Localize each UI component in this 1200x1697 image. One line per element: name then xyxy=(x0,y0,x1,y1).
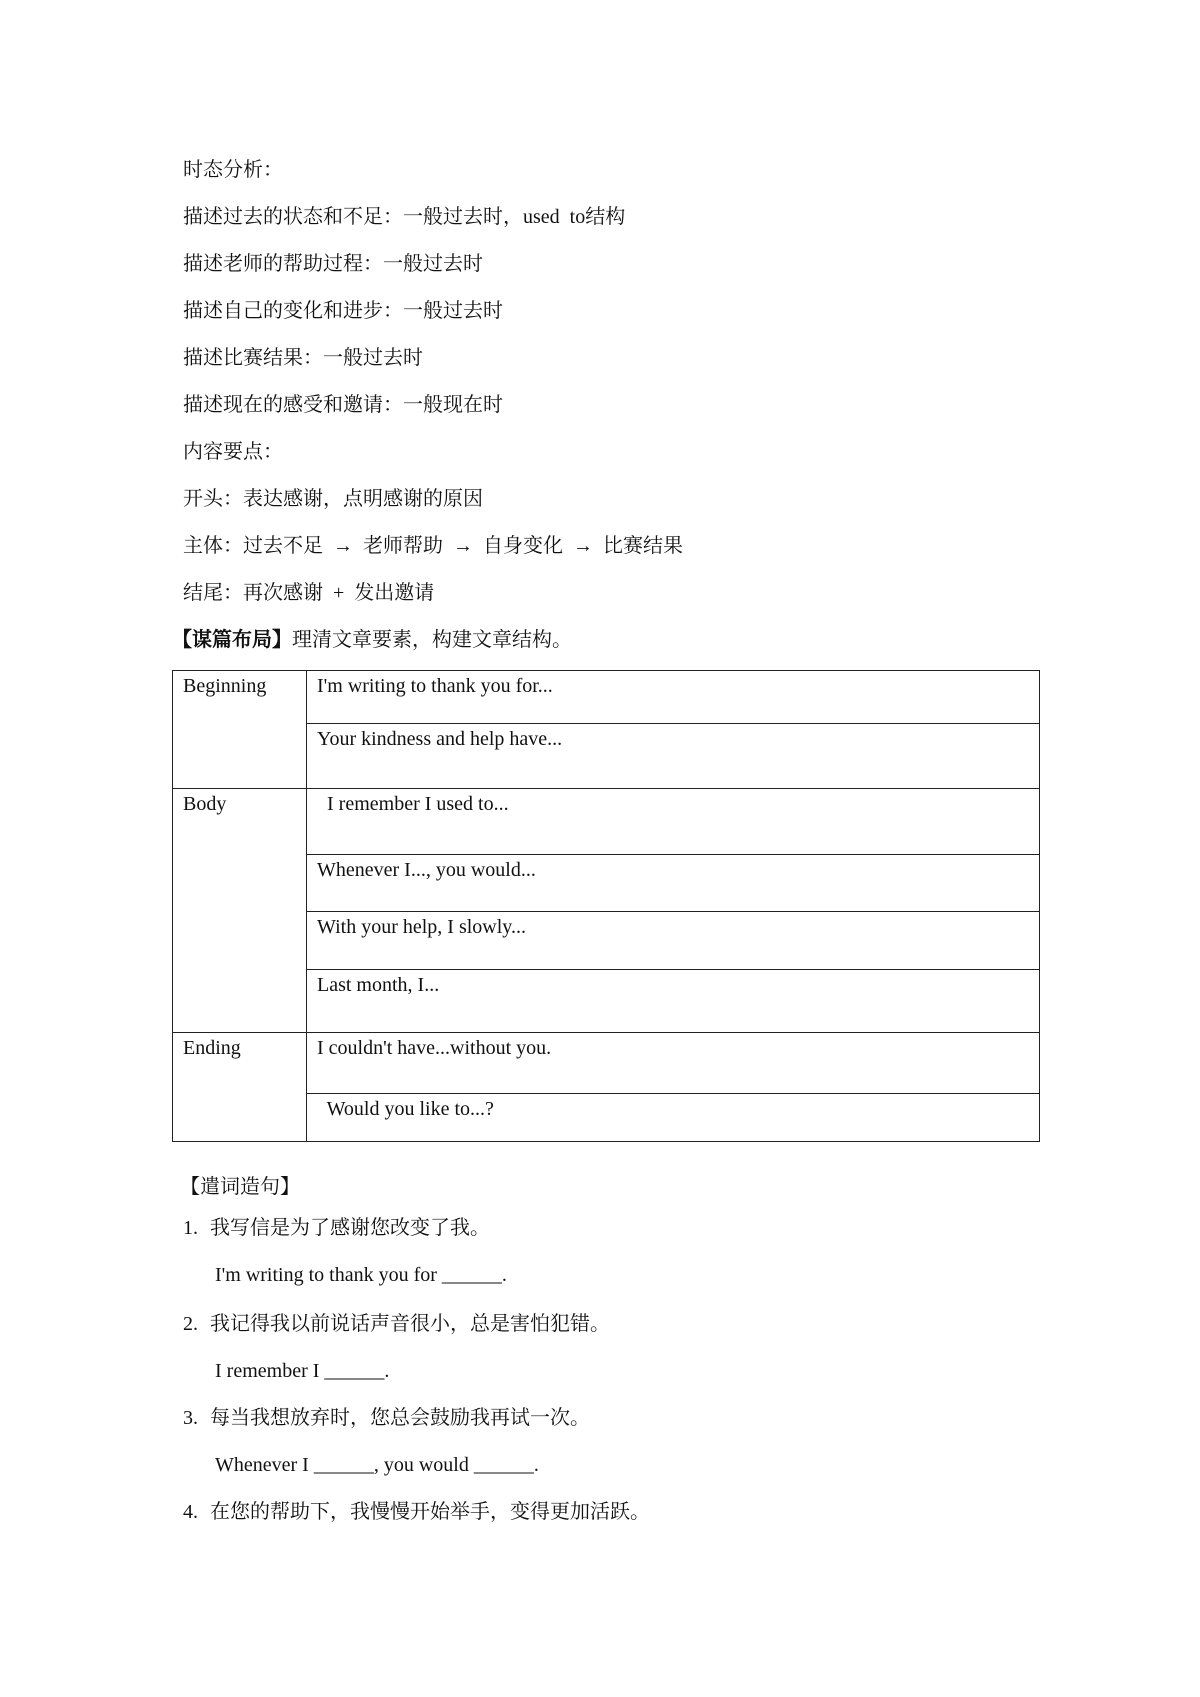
exercise-chinese: 在您的帮助下，我慢慢开始举手，变得更加活跃。 xyxy=(210,1501,650,1523)
exercise-answer-line: Whenever I ______, you would ______. xyxy=(215,1454,539,1476)
exercise-number: 4. xyxy=(183,1501,198,1523)
tense-item: 描述老师的帮助过程：一般过去时 xyxy=(183,253,483,275)
tense-analysis-title: 时态分析： xyxy=(183,159,283,181)
layout-section-label: 【谋篇布局】 xyxy=(172,629,292,651)
exercise-chinese: 每当我想放弃时，您总会鼓励我再试一次。 xyxy=(210,1407,590,1429)
outline-cell: Last month, I... xyxy=(307,970,1040,1033)
content-point: 主体：过去不足 → 老师帮助 → 自身变化 → 比赛结果 xyxy=(183,535,683,557)
outline-table xyxy=(172,670,1040,1142)
outline-cell: With your help, I slowly... xyxy=(307,912,1040,970)
exercise-question xyxy=(183,1310,610,1338)
exercise-question xyxy=(183,1498,650,1526)
outline-cell: I'm writing to thank you for... xyxy=(307,671,1040,724)
exercise-chinese: 我记得我以前说话声音很小，总是害怕犯错。 xyxy=(210,1313,610,1335)
exercise-question xyxy=(183,1214,490,1242)
outline-cell: I remember I used to... xyxy=(307,789,1040,855)
exercise-number: 2. xyxy=(183,1313,198,1335)
content-point: 结尾：再次感谢 + 发出邀请 xyxy=(183,582,435,604)
layout-section-heading xyxy=(172,626,572,654)
exercise-answer-line: I'm writing to thank you for ______. xyxy=(215,1264,507,1286)
layout-section-text: 理清文章要素，构建文章结构。 xyxy=(292,629,572,651)
content-point: 开头：表达感谢，点明感谢的原因 xyxy=(183,488,483,510)
tense-item: 描述自己的变化和进步：一般过去时 xyxy=(183,300,503,322)
tense-item: 描述现在的感受和邀请：一般现在时 xyxy=(183,394,503,416)
section-label-beginning: Beginning xyxy=(173,671,307,789)
sentence-building-title: 【遣词造句】 xyxy=(180,1176,300,1198)
outline-cell: Would you like to...? xyxy=(307,1094,1040,1142)
outline-cell: Your kindness and help have... xyxy=(307,724,1040,789)
outline-cell: Whenever I..., you would... xyxy=(307,855,1040,912)
exercise-number: 1. xyxy=(183,1217,198,1239)
content-points-title: 内容要点： xyxy=(183,441,283,463)
section-label-ending: Ending xyxy=(173,1033,307,1142)
exercise-number: 3. xyxy=(183,1407,198,1429)
outline-cell: I couldn't have...without you. xyxy=(307,1033,1040,1094)
exercise-question xyxy=(183,1404,590,1432)
exercise-answer-line: I remember I ______. xyxy=(215,1360,390,1382)
section-label-body: Body xyxy=(173,789,307,1033)
exercise-chinese: 我写信是为了感谢您改变了我。 xyxy=(210,1217,490,1239)
tense-item: 描述过去的状态和不足：一般过去时，used to结构 xyxy=(183,206,626,228)
tense-item: 描述比赛结果：一般过去时 xyxy=(183,347,423,369)
